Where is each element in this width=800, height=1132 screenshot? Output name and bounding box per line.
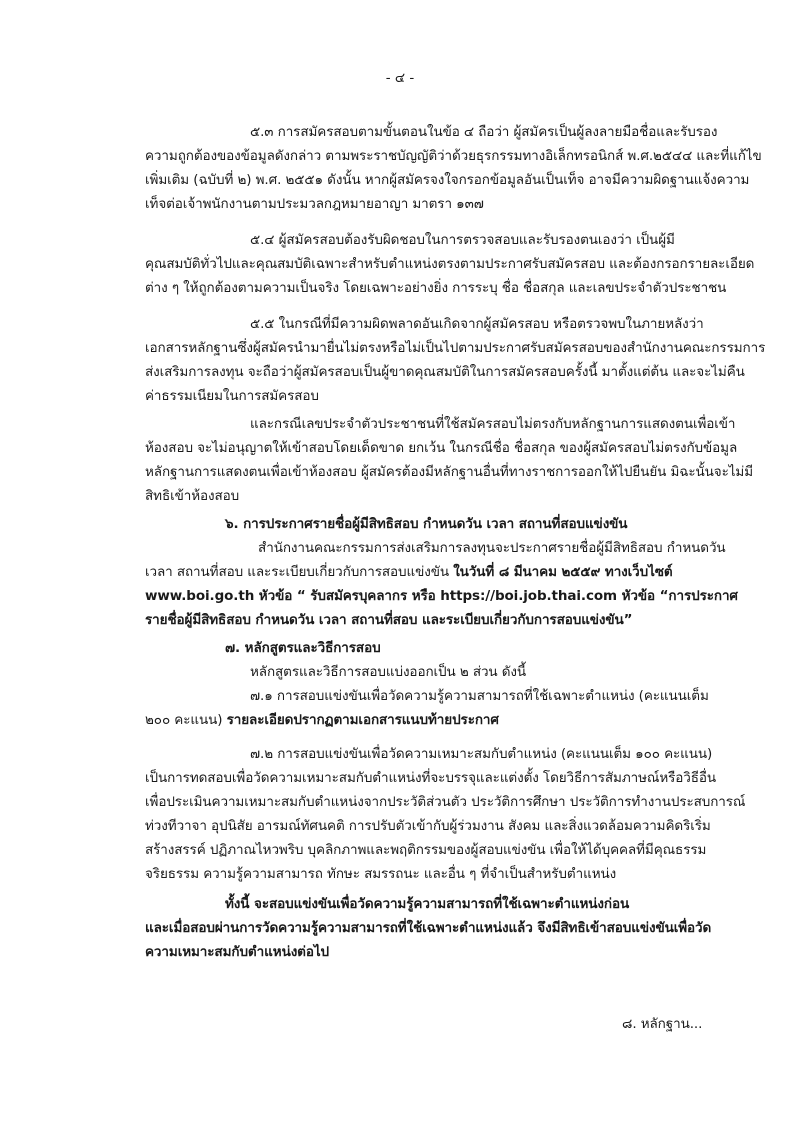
p54-line3: ต่าง ๆ ให้ถูกต้องตามความเป็นจริง โดยเฉพาะอย่างยิ่ง การระบุ ชื่อ ชื่อสกุล และเลขประจำตัวประชาชน <box>145 280 727 296</box>
p53-line3: เพิ่มเติม (ฉบับที่ ๒) พ.ศ. ๒๕๕๑ ดังนั้น หากผู้สมัครจงใจกรอกข้อมูลอันเป็นเท็จ อาจมีความผิดฐานแจ้งความ <box>145 172 750 188</box>
p54-line1: ๕.๔ ผู้สมัครสอบต้องรับผิดชอบในการตรวจสอบและรับรองตนเองว่า เป็นผู้มี <box>250 232 675 248</box>
s6-line3: www.boi.go.th หัวข้อ “ รับสมัครบุคลากร หรือ https://boi.job.thai.com หัวข้อ “การประกาศ <box>145 588 738 604</box>
p72-line1: ๗.๒ การสอบแข่งขันเพื่อวัดความเหมาะสมกับตำแหน่ง (คะแนนเต็ม ๑๐๐ คะแนน) <box>250 746 713 762</box>
closing-line3: ความเหมาะสมกับตำแหน่งต่อไป <box>145 944 330 960</box>
p72-line6: จริยธรรม ความรู้ความสามารถ ทักษะ สมรรถนะ และอื่น ๆ ที่จำเป็นสำหรับตำแหน่ง <box>145 866 617 882</box>
page-number: - ๔ - <box>385 70 415 86</box>
p53-line2: ความถูกต้องของข้อมูลดังกล่าว ตามพระราชบัญญัติว่าด้วยธุรกรรมทางอิเล็กทรอนิกส์ พ.ศ.๒๕๔๔ และที่แก้ไข <box>145 148 762 164</box>
p55-line3: ส่งเสริมการลงทุน จะถือว่าผู้สมัครสอบเป็นผู้ขาดคุณสมบัติในการสมัครสอบครั้งนี้ มาตั้งแต่ต้น และจะไม่คืน <box>145 364 745 380</box>
p53-line1: ๕.๓ การสมัครสอบตามขั้นตอนในข้อ ๔ ถือว่า ผู้สมัครเป็นผู้ลงลายมือชื่อและรับรอง <box>250 124 718 140</box>
p72-line3: เพื่อประเมินความเหมาะสมกับตำแหน่งจากประวัติส่วนตัว ประวัติการศึกษา ประวัติการทำงานประสบการณ์ <box>145 794 746 810</box>
s6-line2 <box>145 562 673 582</box>
section7-heading: ๗. หลักสูตรและวิธีการสอบ <box>225 640 381 656</box>
p71-line2 <box>145 710 499 730</box>
p55-line2: เอกสารหลักฐานซึ่งผู้สมัครนำมายื่นไม่ตรงหรือไม่เป็นไปตามประกาศรับสมัครสอบของสำนักงานคณะกรรมการ <box>145 340 766 356</box>
p72-line2: เป็นการทดสอบเพื่อวัดความเหมาะสมกับตำแหน่งที่จะบรรจุและแต่งตั้ง โดยวิธีการสัมภาษณ์หรือวิธีอื่น <box>145 770 717 786</box>
p53-line4: เท็จต่อเจ้าพนักงานตามประมวลกฎหมายอาญา มาตรา ๑๓๗ <box>145 196 484 212</box>
p72-line4: ท่วงทีวาจา อุปนิสัย อารมณ์ทัศนคติ การปรับตัวเข้ากับผู้ร่วมงาน สังคม และสิ่งแวดล้อมความคิดริเริ่ม <box>145 818 711 834</box>
p55b-line1: และกรณีเลขประจำตัวประชาชนที่ใช้สมัครสอบไม่ตรงกับหลักฐานการแสดงตนเพื่อเข้า <box>250 416 736 432</box>
p71-line2-bold: รายละเอียดปรากฏตามเอกสารแนบท้ายประกาศ <box>226 712 499 728</box>
p55-line4: ค่าธรรมเนียมในการสมัครสอบ <box>145 388 319 404</box>
p71-line1: ๗.๑ การสอบแข่งขันเพื่อวัดความรู้ความสามารถที่ใช้เฉพาะตำแหน่ง (คะแนนเต็ม <box>250 688 709 704</box>
s6-line2-bold: ในวันที่ ๘ มีนาคม ๒๕๕๙ ทางเว็บไซต์ <box>453 564 673 580</box>
p71-line2-normal: ๒๐๐ คะแนน) <box>145 712 227 728</box>
footer-next-page: ๘. หลักฐาน... <box>622 1016 703 1032</box>
p72-line5: สร้างสรรค์ ปฏิภาณไหวพริบ บุคลิกภาพและพฤติกรรมของผู้สอบแข่งขัน เพื่อให้ได้บุคคลที่มีคุณธรรม <box>145 842 707 858</box>
s6-line1: สำนักงานคณะกรรมการส่งเสริมการลงทุนจะประกาศรายชื่อผู้มีสิทธิสอบ กำหนดวัน <box>258 540 726 556</box>
s6-line4: รายชื่อผู้มีสิทธิสอบ กำหนดวัน เวลา สถานที่สอบ และระเบียบเกี่ยวกับการสอบแข่งขัน” <box>145 612 633 628</box>
p55b-line4: สิทธิเข้าห้องสอบ <box>145 488 240 504</box>
s7-intro: หลักสูตรและวิธีการสอบแบ่งออกเป็น ๒ ส่วน ดังนี้ <box>250 664 527 680</box>
p54-line2: คุณสมบัติทั่วไปและคุณสมบัติเฉพาะสำหรับตำแหน่งตรงตามประกาศรับสมัครสอบ และต้องกรอกรายละเอียด <box>145 256 755 272</box>
p55b-line3: หลักฐานการแสดงตนเพื่อเข้าห้องสอบ ผู้สมัครต้องมีหลักฐานอื่นที่ทางราชการออกให้ไปยืนยัน มิฉะนั้นจะไม่มี <box>145 464 754 480</box>
closing-line1: ทั้งนี้ จะสอบแข่งขันเพื่อวัดความรู้ความสามารถที่ใช้เฉพาะตำแหน่งก่อน <box>225 896 630 912</box>
p55-line1: ๕.๕ ในกรณีที่มีความผิดพลาดอันเกิดจากผู้สมัครสอบ หรือตรวจพบในภายหลังว่า <box>250 316 704 332</box>
p55b-line2: ห้องสอบ จะไม่อนุญาตให้เข้าสอบโดยเด็ดขาด ยกเว้น ในกรณีชื่อ ชื่อสกุล ของผู้สมัครสอบไม่ตรงกับข้อมูล <box>145 440 738 456</box>
s6-line2-normal: เวลา สถานที่สอบ และระเบียบเกี่ยวกับการสอบแข่งขัน <box>145 564 454 580</box>
closing-line2: และเมื่อสอบผ่านการวัดความรู้ความสามารถที่ใช้เฉพาะตำแหน่งแล้ว จึงมีสิทธิเข้าสอบแข่งขันเพื่อวัด <box>145 920 712 936</box>
section6-heading: ๖. การประกาศรายชื่อผู้มีสิทธิสอบ กำหนดวัน เวลา สถานที่สอบแข่งขัน <box>225 516 628 532</box>
